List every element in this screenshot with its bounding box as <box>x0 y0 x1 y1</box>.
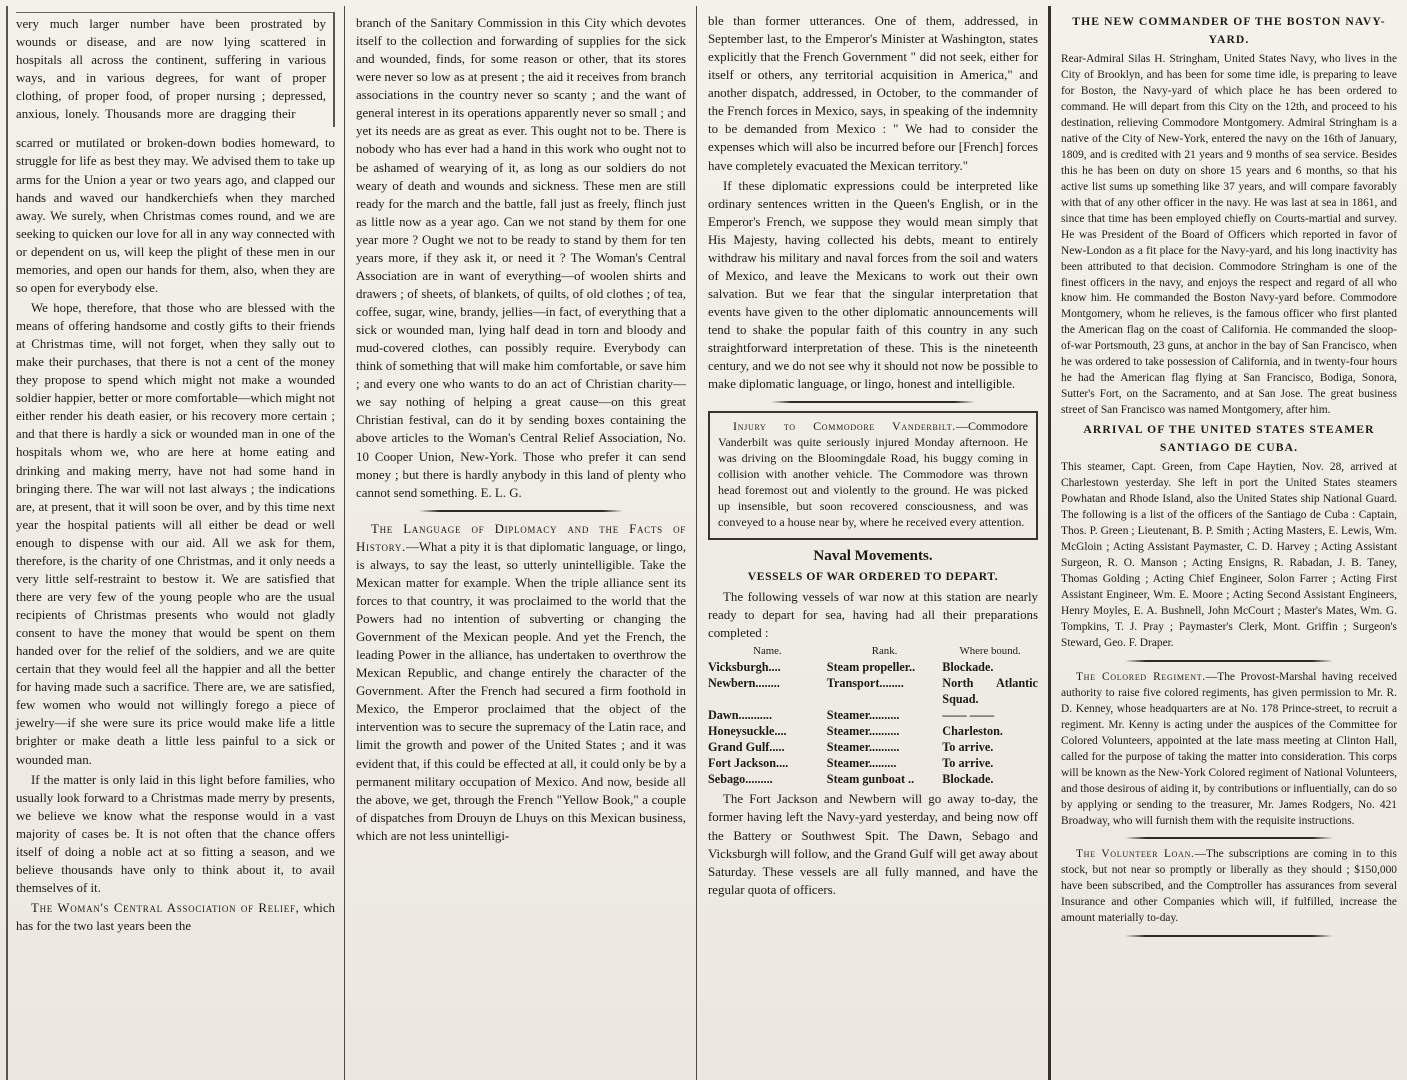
article-volunteer-loan <box>1061 847 1397 927</box>
table-header-row <box>708 644 1038 658</box>
table-row <box>708 675 1038 707</box>
paragraph: If these diplomatic expressions could be interpreted like ordinary sentences written in the Queen's English, or in the Emperor's French, we suppose they would mean simply that His Majesty, having collected his debts, meant to entirely withdraw his military and naval forces from the soil and waters of Mexico, and leave the Mexicans to work out their own salvation. But we fear that the singular interpretation that events have given to the other diplomatic announcements will tend to shake the popular faith of this country in any such straightforward interpretation of these. This is the nineteenth century, and we do not see why it should not now be possible to make diplomatic language, or lingo, honest and intelligible. <box>708 178 1038 392</box>
column-1 <box>6 6 344 1080</box>
vessel-rank: Transport........ <box>826 675 904 690</box>
paragraph: If the matter is only laid in this light before families, who usually look forward to a Christmas made merry by presents, we believe we know what the response would in a vast majority of cases be. It is not often that the chance offers itself of doing a noble act at so fitting a season, and we believe thousands have only to think about it, to avail themselves of it. <box>16 772 335 895</box>
paragraph-text: which has for the two last years been the <box>16 901 335 934</box>
column-4 <box>1048 6 1407 1080</box>
column-2 <box>344 6 696 1080</box>
article-text: —The Provost-Marshal having received authority to raise five colored regiments, has given permission to Mr. R. D. Kenney, whose headquarters are at No. 178 Prince-street, to recruit a regiment. Mr. Kenny is acting under the auspices of the Committee for Colored Volunteers, appointed at the late mass meeting at Clinton Hall, called for the purpose of taking the matter into consideration. This corps will be known as the New-York Colored regiment of National Volunteers, and those desirous of aiding it, by contributions or influentially, can do so by applying or sending to the treasurer, Mr. James Rodgers, No. 421 Broadway, who will furnish them with the requisite instructions. <box>1061 670 1397 827</box>
article-title: Naval Movements. <box>813 547 933 564</box>
article-text: —What a pity it is that diplomatic language, or lingo, is always, to say the least, so utterly unintelligible. Take the Mexican matter for example. When the triple alliance sent its forces to that country, it was proclaimed to the world that the Powers had no intention of subverting or changing the Government of the Mexican people. And yet the French, the leading Power in the alliance, has undertaken to overthrow the Mexican Republic, and change entirely the character of the Government. After the French had secured a firm foothold in Mexico, the Emperor proclaimed that the object of the intervention was to secure the supremacy of the Latin race, and limit the growth and power of the United States ; and it was evident that, if this could be effected at all, it could only be by a permanent military occupation of Mexico. And now, beside all the above, we get, through the French "Yellow Book," a couple of dispatches from Drouyn de Lhuys on this Mexican business, which are not less unintelligi- <box>356 539 686 843</box>
vessel-name: Dawn........... <box>708 707 772 722</box>
article-divider-rule <box>1125 837 1333 839</box>
vessel-name: Vicksburgh.... <box>708 659 781 674</box>
article-naval-movements <box>708 546 1038 899</box>
vessel-name: Newbern........ <box>708 675 780 690</box>
article-title: ARRIVAL OF THE UNITED STATES STEAMER SANTIAGO DE CUBA. <box>1083 423 1375 455</box>
article-diplomacy <box>356 520 686 845</box>
article-subtitle: VESSELS OF WAR ORDERED TO DEPART. <box>747 569 999 583</box>
paragraph-continuation: branch of the Sanitary Commission in this City which devotes itself to the collection and forwarding of supplies for the sick and wounded, finds, for some reason or other, that its stores were never so low as at present ; the aid it receives from branch associations in the country never so scanty ; and the want of general interest in its operations apparently never so small ; and yet its needs are as great as ever. This ought not to be. There is nobody who has ever had a hand in this work who ought not to be ashamed of wearying of it, as long as our soldiers do not weary of death and wounds and sickness. These men are still ready for the march and the battle, fall just as freely, flinch just as little now as a year ago. Can we not stand by them for one year more ? Ought we not to be ready to stand by them for ten years more, if they ask it, or need it ? The Woman's Central Association are in want of everything—of woolen shirts and drawers ; of sheets, of blankets, of quilts, of old clothes ; of tea, coffee, sugar, wine, brandy, jellies—in fact, of everything that a sick or wounded man, lying half dead in torn and bloody and mud-covered clothes, can possibly require. Everybody can think of something that will make him comfortable, or save him ; and every one who wants to do an act of Christian charity—we say nothing of helping a great cause—on this great Christian festival, can do it by sending boxes containing the above articles to the Woman's Central Relief Association, No. 10 Cooper Union, New-York. Those who prefer it can send money ; but there is hardly anybody in this land of plenty who cannot send something. E. L. G. <box>356 16 686 500</box>
article-vanderbilt-injury <box>708 411 1038 540</box>
vessel-rank: Steamer.......... <box>826 707 900 722</box>
column-header: Name. <box>753 645 782 658</box>
article-runin-heading: Injury to Commodore Vanderbilt. <box>733 419 956 434</box>
vessel-name: Honeysuckle.... <box>708 724 787 739</box>
article-runin-heading: The Colored Regiment. <box>1076 670 1206 683</box>
vessel-rank: Steamer.......... <box>826 740 900 755</box>
table-row <box>708 771 1038 787</box>
table-row <box>708 659 1038 675</box>
vessel-rank: Steam gunboat .. <box>826 772 915 787</box>
article-divider-rule <box>1125 660 1333 662</box>
table-row <box>708 755 1038 771</box>
vessels-table <box>708 644 1038 787</box>
paragraph: We hope, therefore, that those who are blessed with the means of offering handsome and costly gifts to their friends at Christmas time, will not forget, when they sally out to make their purchases, that there is not a cent of the money they propose to spend which might not make a wounded soldier happier, better or more comfortable—which might not either render his death easier, or his recovery more certain ; and that there is hardly a sick or wounded man in one of the hospitals whom we, who are here at home eating and drinking and making merry, have not had some hand in bringing there. The war will not last always ; the indications are, at present, that it will soon be over, and by this time next year the hospital patients will all either be dead or well enough to dispense with our aid. All we ask for them, therefore, is the charity of one Christmas, and it only needs a very little self-restraint to bestow it. We are satisfied that there are very few of the young people who are the usual recipients of Christmas presents who would not gladly consent to have the money that would be spent on them handed over for the relief of the soldiers, and we are quite certain that they would feel all the happier and all the better for having made such a sacrifice. There are, we are satisfied, few women who would not willingly forego a piece of jewelry—if she were sure its price would make life a little brighter or make death a little less painful to a sick or wounded man. <box>16 300 335 767</box>
article-paragraph <box>718 419 1028 531</box>
vessel-destination: North Atlantic Squad. <box>942 675 1038 706</box>
paragraph <box>16 899 335 935</box>
column-header: Where bound. <box>959 645 1021 658</box>
article-outro: The Fort Jackson and Newbern will go away to-day, the former having left the Navy-yard yesterday, and being now off the Battery or Southwest Spit. The Dawn, Sebago and Vicksburgh will follow, and the Grand Gulf will get away about Saturday. These vessels are all fully manned, and have the regular quota of officers. <box>708 792 1038 897</box>
vessel-rank: Steamer......... <box>826 756 897 771</box>
paragraph-continuation: ble than former utterances. One of them, addressed, in September last, to the Emperor's Minister at Washington, states explicitly that the French Government " did not seek, either for itself or others, any territorial acquisition in America," and another dispatch, addressed, in October, to the commander of the French forces in Mexico, says, in speaking of the indemnity to be demanded from Mexico : " We had to consider the expenses which will also be incurred before our [French] forces have completely evacuated the Mexican territory." <box>708 14 1038 173</box>
vessel-destination: Blockade. <box>942 659 994 674</box>
article-text: —Commodore Vanderbilt was quite seriously injured Monday afternoon. He was driving on the Bloomingdale Road, his buggy coming in collision with another vehicle. The Commodore was thrown head foremost out and violently to the ground. He was picked up insensible, but soon recovered consciousness, and was conveyed to a house near by, where he received every attention. <box>718 419 1028 530</box>
vessel-rank: Steamer.......... <box>826 724 900 739</box>
article-colored-regiment <box>1061 670 1397 830</box>
vessel-destination: Charleston. <box>942 724 1003 739</box>
table-row <box>708 707 1038 723</box>
vessel-destination: —— —— <box>942 707 995 722</box>
column-header: Rank. <box>871 645 898 658</box>
vessel-destination: To arrive. <box>942 756 994 771</box>
article-boston-navy-yard <box>1061 13 1397 419</box>
organization-name: The Woman's Central Association of Relief, <box>31 901 300 915</box>
article-text: Rear-Admiral Silas H. Stringham, United States Navy, who lives in the City of Brooklyn, and has been for some time idle, is preparing to leave for Boston, the Navy-yard of which place he has been ordered to command. He will depart from this City on the 12th, and proceed to his destination, relieving Commodore Montgomery. Admiral Stringham is a native of the City of New-York, entered the navy on the 16th of January, 1809, and is credited with 21 years and 9 months of sea service. Besides this he has been on duty on shore 15 years and 6 months, so that his active list sums up something like 37 years, and will compare favorably with that of any other officer in the navy. He was last at sea in 1861, and since that time has been employed chiefly on Courts-martial and survey. He was President of the Board of Officers which reported in favor of New-London as a fit place for the Navy-yard, and his long inactivity has been attributed to that decision. Commodore Stringham is one of the finest officers in the navy, and enjoys the respect and regard of all who know him. He commanded the Boston Navy-yard before. Commodore Montgomery, whom he relieves, is the famous officer who first planted the American flag on the coast of California. He commanded the sloop-of-war Portsmouth, 23 guns, at anchor in the bay of San Francisco, when he was ordered to take possession of California, and in twenty-four hours he had the American flag flying at San Francisco, Bodiga, Sonora, Sutter's Fort, on the Sacramento, and at San Jose. The great business street of San Francisco was named Montgomery, after him. <box>1061 52 1397 417</box>
vessel-name: Grand Gulf..... <box>708 740 785 755</box>
article-text: This steamer, Capt. Green, from Cape Haytien, Nov. 28, arrived at Charlestown yesterday. She left in port the United States steamers Powhatan and Rhode Island, also the United States ship National Guard. The following is a list of the officers of the Santiago de Cuba : Captain, Thos. P. Green ; Lieutenant, B. P. Smith ; Acting Masters, E. Lewis, Wm. McGloin ; Acting Assistant Paymaster, C. D. Harvey ; Acting Assistant Surgeon, R. O. Manson ; Acting Ensigns, R. Rabadan, J. B. Taney, Thomas Golding ; Acting Chief Engineer, Solon Farrer ; Acting First Assistant Engineer, Wm. E. Moore ; Acting Second Assistant Engineers, Henry Moyles, E. A. Bushnell, John McCourt ; Master's Mates, Wm. G. Tompkins, T. J. Pray ; Paymaster's Clerk, Mont. Griffin ; Surgeon's Steward, Geo. F. Draper. <box>1061 461 1397 649</box>
vessel-destination: To arrive. <box>942 740 994 755</box>
table-row <box>708 723 1038 739</box>
article-title: THE NEW COMMANDER OF THE BOSTON NAVY-YARD. <box>1072 15 1386 46</box>
vessel-name: Fort Jackson.... <box>708 756 789 771</box>
article-runin-heading: The Language of Diplomacy and the Facts of History. <box>356 521 686 554</box>
vessel-destination: Blockade. <box>942 772 994 787</box>
vessel-rank: Steam propeller.. <box>826 659 916 674</box>
column-3 <box>696 6 1048 1080</box>
article-divider-rule <box>419 510 624 512</box>
table-row <box>708 739 1038 755</box>
article-divider-rule <box>771 401 976 403</box>
article-divider-rule <box>1125 935 1333 937</box>
article-santiago-de-cuba <box>1061 421 1397 652</box>
article-runin-heading: The Volunteer Loan. <box>1076 848 1195 861</box>
paragraph-continuation: very much larger number have been prostrated by wounds or disease, and are now lying scattered in hospitals all across the continent, suffering in various ways, and in various degrees, for want of proper clothing, of proper food, of proper nursing ; depressed, anxious, lonely. Thousands more are dragging their <box>16 12 335 127</box>
vessel-name: Sebago......... <box>708 772 773 787</box>
article-intro: The following vessels of war now at this station are nearly ready to depart for sea, having had all their preparations completed : <box>708 590 1038 641</box>
paragraph: scarred or mutilated or broken-down bodies homeward, to struggle for life as best they may. We advised them to take up arms for the Union a year or two years ago, and clapped our hands and waved our handkerchiefs when they marched away. We surely, when Christmas comes round, and we are seeking to quicken our love for all in any way connected with or dependent on us, will keep the plight of these men in our memories, and open our hands for them, also, when they are so open for everybody else. <box>16 136 335 295</box>
article-text: —The subscriptions are coming in to this stock, but not near so promptly or liberally as they should ; $150,000 have been subscribed, and the Comptroller has assurances from several Insurance and other Companies which will, if fulfilled, increase the amount materially to-day. <box>1061 848 1397 925</box>
